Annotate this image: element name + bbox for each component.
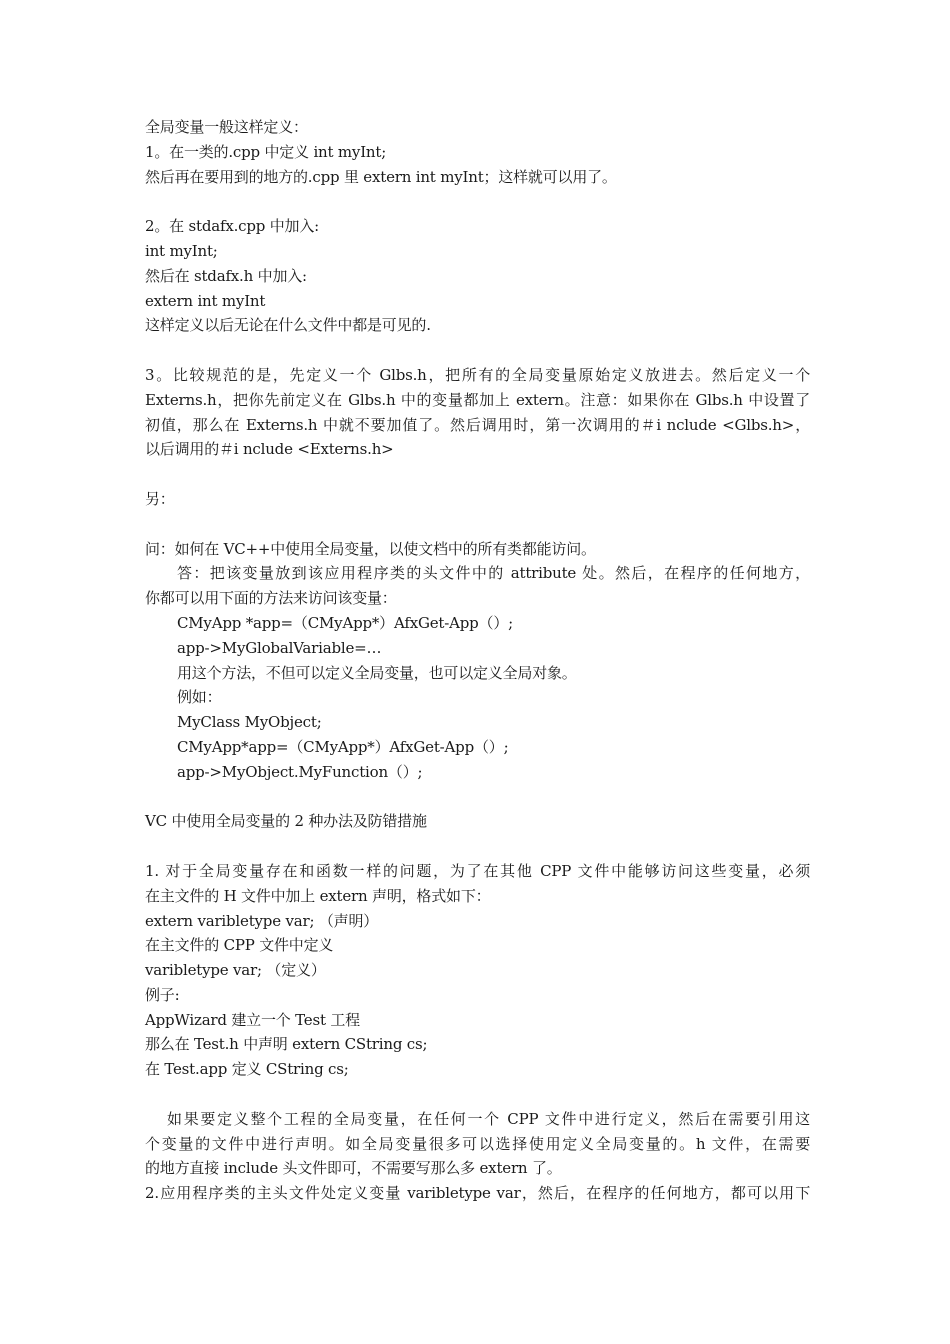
code-line: CMyApp*app=（CMyApp*）AfxGet-App（）; <box>177 737 509 756</box>
code-line: MyClass MyObject; <box>177 713 322 732</box>
method-2-line: 2。在 stdafx.cpp 中加入: <box>145 217 319 236</box>
code-line: varibletype var; （定义） <box>145 961 326 980</box>
code-line: extern varibletype var; （声明） <box>145 911 379 930</box>
answer-line: 答：把该变量放到该应用程序类的头文件中的 attribute 处。然后，在程序的任何地方， <box>177 564 810 583</box>
spacer <box>145 834 810 859</box>
section-paragraph-line: 在主文件的 H 文件中加上 extern 声明，格式如下： <box>145 886 491 905</box>
section-paragraph-line: 2.应用程序类的主头文件处定义变量 varibletype var，然后，在程序的任何地方，都可以用下 <box>145 1184 810 1203</box>
code-line: extern int myInt <box>145 291 266 310</box>
spacer <box>145 462 810 487</box>
document-body <box>145 115 810 1206</box>
section-paragraph-line: 的地方直接 include 头文件即可，不需要写那么多 extern 了。 <box>145 1159 562 1178</box>
method-2-note: 这样定义以后无论在什么文件中都是可见的. <box>145 316 431 335</box>
section-paragraph-line: 如果要定义整个工程的全局变量，在任何一个 CPP 文件中进行定义，然后在需要引用这 <box>167 1109 810 1128</box>
section-line: 那么在 Test.h 中声明 extern CString cs; <box>145 1035 428 1054</box>
section-paragraph-line: 个变量的文件中进行声明。如全局变量很多可以选择使用定义全局变量的。h 文件，在需要 <box>145 1134 810 1153</box>
also-heading: 另： <box>145 489 175 508</box>
method-3-paragraph-line: Externs.h，把你先前定义在 Glbs.h 中的变量都加上 extern。注意：如果你在 Glbs.h 中设置了 <box>145 390 810 409</box>
spacer <box>145 189 810 214</box>
method-2-header-line: 然后在 stdafx.h 中加入: <box>145 266 307 285</box>
question-line: 问：如何在 VC++中使用全局变量，以使文档中的所有类都能访问。 <box>145 539 596 558</box>
section-title: VC 中使用全局变量的 2 种办法及防错措施 <box>145 812 427 831</box>
example-label: 例如： <box>177 688 222 707</box>
method-1-usage: 然后再在要用到的地方的.cpp 里 extern int myInt；这样就可以用了。 <box>145 167 617 186</box>
example-label: 例子: <box>145 985 180 1004</box>
section-line: AppWizard 建立一个 Test 工程 <box>145 1010 360 1029</box>
answer-note: 用这个方法，不但可以定义全局变量，也可以定义全局对象。 <box>177 663 577 682</box>
code-line: app->MyGlobalVariable=… <box>177 638 382 657</box>
spacer <box>145 785 810 810</box>
code-line: CMyApp *app=（CMyApp*）AfxGet-App（）; <box>177 613 514 632</box>
answer-line: 你都可以用下面的方法来访问该变量： <box>145 589 397 608</box>
code-line: int myInt; <box>145 241 218 260</box>
spacer <box>145 1082 810 1107</box>
section-paragraph-line: 1. 对于全局变量存在和函数一样的问题，为了在其他 CPP 文件中能够访问这些变量，必须 <box>145 861 810 880</box>
method-3-paragraph-line: 3。比较规范的是，先定义一个 Glbs.h，把所有的全局变量原始定义放进去。然后定义一个 <box>145 365 810 384</box>
method-3-paragraph-line: 初值，那么在 Externs.h 中就不要加值了。然后调用时，第一次调用的＃i nclude <Glbs.h>， <box>145 415 810 434</box>
section-line: 在 Test.app 定义 CString cs; <box>145 1060 349 1079</box>
method-1-line: 1。在一类的.cpp 中定义 int myInt; <box>145 142 387 161</box>
intro-heading: 全局变量一般这样定义： <box>145 118 308 136</box>
spacer <box>145 512 810 537</box>
code-line: app->MyObject.MyFunction（）; <box>177 762 423 781</box>
spacer <box>145 338 810 363</box>
method-3-paragraph-line: 以后调用的＃i nclude <Externs.h> <box>145 440 394 459</box>
section-line: 在主文件的 CPP 文件中定义 <box>145 936 334 955</box>
